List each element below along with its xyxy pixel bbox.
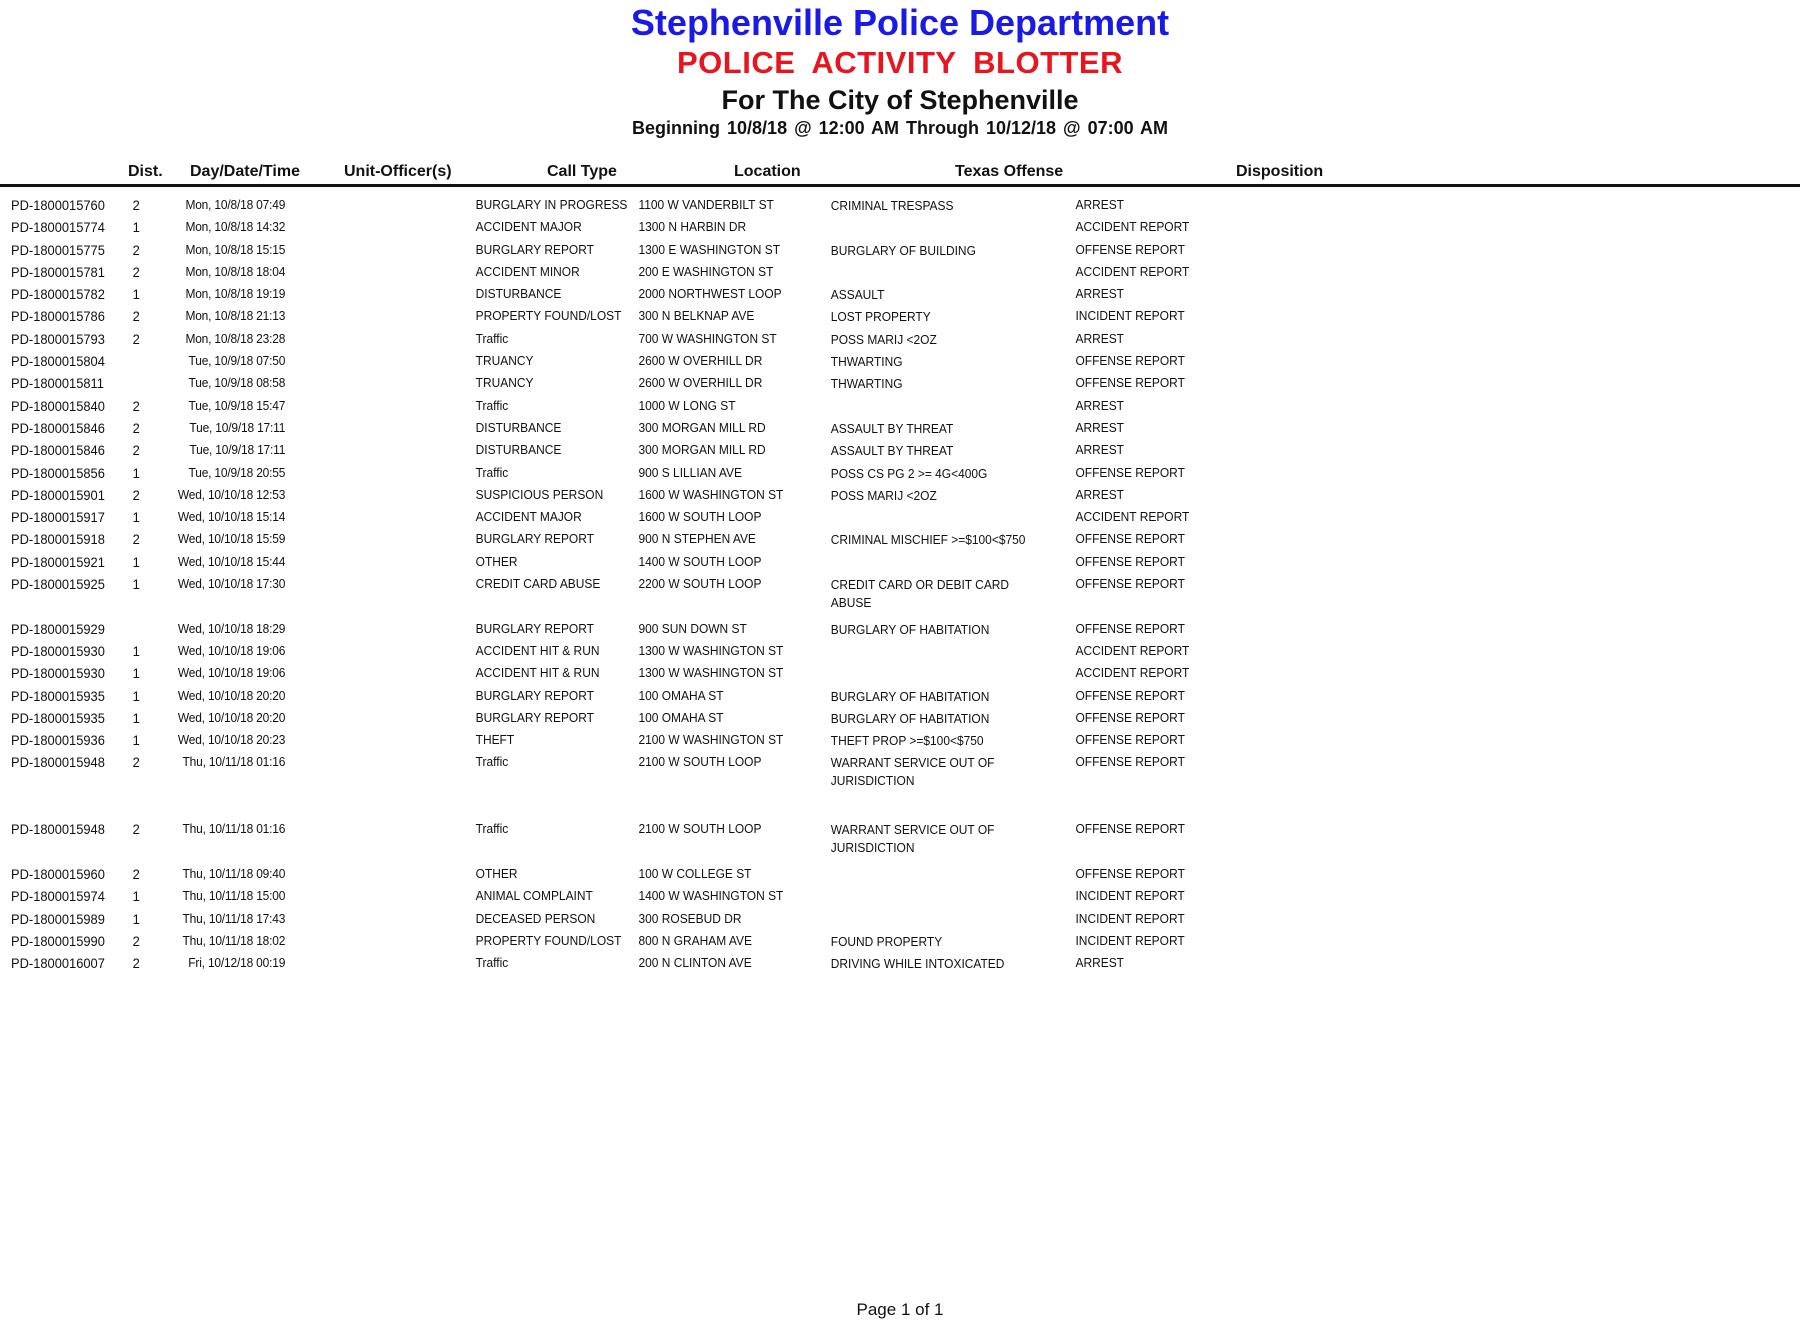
disposition-cell: OFFENSE REPORT [1075,709,1185,725]
table-row [0,486,1800,508]
table-row [0,731,1800,753]
table-row [0,307,1800,329]
incident-number-cell: PD-1800015846 [11,442,105,459]
blotter-title: POLICE ACTIVITY BLOTTER [676,45,1123,80]
location-cell: 2600 W OVERHILL DR [638,375,763,391]
incident-number-cell: PD-1800015775 [11,241,105,258]
date-time-cell: Wed, 10/10/18 15:44 [177,553,286,569]
call-type-cell: PROPERTY FOUND/LOST [475,932,622,948]
disposition-cell: OFFENSE REPORT [1075,464,1185,480]
disposition-cell: ARREST [1075,442,1124,458]
date-time-cell: Tue, 10/9/18 08:58 [188,375,286,391]
blotter-table [0,196,1800,976]
location-cell: 2100 W SOUTH LOOP [638,754,762,770]
location-cell: 1600 W SOUTH LOOP [638,509,762,525]
table-row [0,575,1800,611]
call-type-cell: OTHER [475,553,518,569]
call-type-cell: Traffic [475,754,509,770]
column-header-dist: Dist. [128,163,163,180]
disposition-cell: ARREST [1075,197,1124,212]
location-cell: 100 OMAHA ST [638,687,724,703]
location-cell: 100 OMAHA ST [638,709,724,725]
call-type-cell: ACCIDENT HIT & RUN [475,665,600,681]
disposition-cell: ACCIDENT REPORT [1075,219,1190,235]
disposition-cell: ACCIDENT REPORT [1075,263,1190,279]
texas-offense-cell: THWARTING [830,354,903,370]
disposition-cell: INCIDENT REPORT [1075,308,1185,324]
table-row [0,196,1800,218]
incident-number-cell: PD-1800015901 [11,486,105,503]
disposition-cell: ARREST [1075,486,1124,502]
call-type-cell: THEFT [475,732,515,748]
location-cell: 900 SUN DOWN ST [638,620,747,636]
table-row [0,820,1800,865]
incident-number-cell: PD-1800015936 [11,732,105,749]
call-type-cell: Traffic [475,464,509,480]
location-cell: 200 N CLINTON AVE [638,955,752,971]
call-type-cell: ACCIDENT MAJOR [475,509,582,525]
incident-number-cell: PD-1800015782 [11,286,105,303]
date-time-cell: Wed, 10/10/18 15:14 [177,509,286,525]
city-subtitle: For The City of Stephenville [721,85,1079,115]
column-header-unit: Unit-Officer(s) [344,163,452,180]
table-row [0,553,1800,575]
district-cell: 2 [132,263,140,280]
date-time-cell: Wed, 10/10/18 15:59 [177,531,286,547]
district-cell: 1 [132,576,140,593]
district-cell: 1 [132,642,140,659]
incident-number-cell: PD-1800015793 [11,330,105,347]
call-type-cell: BURGLARY IN PROGRESS [475,197,628,212]
district-cell: 1 [132,665,140,682]
table-row [0,642,1800,664]
page-number: Page 1 of 1 [856,1300,944,1319]
table-row [0,932,1800,954]
date-time-cell: Fri, 10/12/18 00:19 [188,955,286,971]
incident-number-cell: PD-1800015804 [11,353,105,370]
location-cell: 1300 W WASHINGTON ST [638,665,784,681]
header-rule [0,184,1800,187]
incident-number-cell: PD-1800015760 [11,197,105,213]
column-header-location: Location [734,163,801,180]
call-type-cell: DISTURBANCE [475,419,562,435]
incident-number-cell: PD-1800016007 [11,955,105,972]
texas-offense-cell: POSS MARIJ <2OZ [830,487,937,503]
texas-offense-cell: CRIMINAL TRESPASS [830,198,954,213]
call-type-cell: DECEASED PERSON [475,910,596,926]
date-time-cell: Thu, 10/11/18 17:43 [182,910,286,926]
location-cell: 100 W COLLEGE ST [638,865,752,881]
incident-number-cell: PD-1800015918 [11,531,105,548]
table-row [0,620,1800,642]
texas-offense-cell: ASSAULT BY THREAT [830,443,954,459]
district-cell: 1 [132,464,140,481]
location-cell: 300 MORGAN MILL RD [638,442,766,458]
incident-number-cell: PD-1800015948 [11,754,105,771]
incident-number-cell: PD-1800015929 [11,620,105,637]
date-time-cell: Tue, 10/9/18 15:47 [188,397,286,413]
disposition-cell: OFFENSE REPORT [1075,375,1185,391]
incident-number-cell: PD-1800015840 [11,397,105,414]
department-title: Stephenville Police Department [630,2,1170,43]
texas-offense-cell: LOST PROPERTY [830,309,931,325]
location-cell: 1300 E WASHINGTON ST [638,241,781,257]
district-cell: 2 [132,531,140,548]
table-row [0,664,1800,686]
district-cell: 2 [132,442,140,459]
district-cell: 2 [132,932,140,949]
disposition-cell: OFFENSE REPORT [1075,687,1185,703]
district-cell: 1 [132,709,140,726]
location-cell: 2100 W WASHINGTON ST [638,732,784,748]
disposition-cell: ARREST [1075,286,1124,302]
district-cell: 2 [132,486,140,503]
column-header-offense: Texas Offense [955,163,1064,180]
location-cell: 700 W WASHINGTON ST [638,330,777,346]
location-cell: 1600 W WASHINGTON ST [638,486,784,502]
district-cell: 2 [132,865,140,882]
location-cell: 1400 W SOUTH LOOP [638,553,762,569]
row-spacer [0,597,1800,619]
disposition-cell: OFFENSE REPORT [1075,865,1185,881]
table-row [0,374,1800,396]
incident-number-cell: PD-1800015930 [11,665,105,682]
call-type-cell: DISTURBANCE [475,442,562,458]
table-row [0,530,1800,552]
district-cell: 2 [132,308,140,325]
date-time-cell: Thu, 10/11/18 09:40 [182,865,286,881]
date-time-cell: Tue, 10/9/18 17:11 [189,419,286,435]
district-cell: 1 [132,888,140,905]
texas-offense-cell: BURGLARY OF HABITATION [830,621,990,637]
texas-offense-cell: WARRANT SERVICE OUT OF JURISDICTION [830,755,995,789]
date-time-cell: Thu, 10/11/18 15:00 [182,888,286,904]
district-cell: 1 [132,553,140,570]
texas-offense-cell: ASSAULT BY THREAT [830,420,954,436]
table-row [0,241,1800,263]
incident-number-cell: PD-1800015989 [11,910,105,927]
location-cell: 200 E WASHINGTON ST [638,263,774,279]
incident-number-cell: PD-1800015856 [11,464,105,481]
table-row [0,709,1800,731]
district-cell: 2 [132,397,140,414]
date-time-cell: Thu, 10/11/18 01:16 [182,821,286,837]
district-cell: 2 [132,821,140,838]
incident-number-cell: PD-1800015811 [11,375,104,392]
district-cell: 1 [132,219,140,236]
row-spacer [0,798,1800,820]
disposition-cell: INCIDENT REPORT [1075,910,1185,926]
call-type-cell: DISTURBANCE [475,286,562,302]
date-time-cell: Wed, 10/10/18 20:20 [177,709,286,725]
table-row [0,954,1800,976]
incident-number-cell: PD-1800015786 [11,308,105,325]
call-type-cell: TRUANCY [475,375,534,391]
district-cell: 2 [132,241,140,258]
texas-offense-cell: THWARTING [830,376,903,392]
date-time-cell: Wed, 10/10/18 20:20 [177,687,286,703]
disposition-cell: INCIDENT REPORT [1075,888,1185,904]
incident-number-cell: PD-1800015930 [11,642,105,659]
table-row [0,218,1800,240]
call-type-cell: ANIMAL COMPLAINT [475,888,593,904]
texas-offense-cell: WARRANT SERVICE OUT OF JURISDICTION [830,822,995,856]
disposition-cell: OFFENSE REPORT [1075,353,1185,369]
date-time-cell: Wed, 10/10/18 20:23 [177,732,286,748]
texas-offense-cell: POSS CS PG 2 >= 4G<400G [830,465,988,481]
disposition-cell: ARREST [1075,330,1124,346]
disposition-cell: OFFENSE REPORT [1075,553,1185,569]
column-header-disposition: Disposition [1236,163,1324,180]
call-type-cell: SUSPICIOUS PERSON [475,486,604,502]
district-cell: 2 [132,330,140,347]
disposition-cell: OFFENSE REPORT [1075,531,1185,547]
call-type-cell: Traffic [475,955,509,971]
table-row [0,887,1800,909]
location-cell: 300 ROSEBUD DR [638,910,742,926]
disposition-cell: ACCIDENT REPORT [1075,665,1190,681]
location-cell: 2200 W SOUTH LOOP [638,576,762,592]
texas-offense-cell: FOUND PROPERTY [830,933,943,949]
district-cell: 1 [132,509,140,526]
district-cell: 2 [132,955,140,972]
column-header-call-type: Call Type [547,163,617,180]
table-row [0,910,1800,932]
incident-number-cell: PD-1800015917 [11,509,105,526]
date-time-cell: Tue, 10/9/18 17:11 [189,442,286,458]
district-cell: 2 [132,419,140,436]
date-time-cell: Mon, 10/8/18 19:19 [185,286,286,302]
disposition-cell: OFFENSE REPORT [1075,821,1185,837]
texas-offense-cell: CRIMINAL MISCHIEF >=$100<$750 [830,532,1026,548]
column-header-datetime: Day/Date/Time [190,163,300,180]
call-type-cell: BURGLARY REPORT [475,620,594,636]
table-row [0,464,1800,486]
texas-offense-cell: BURGLARY OF HABITATION [830,710,990,726]
call-type-cell: ACCIDENT MAJOR [475,219,582,235]
incident-number-cell: PD-1800015846 [11,419,105,436]
district-cell: 2 [132,754,140,771]
location-cell: 2000 NORTHWEST LOOP [638,286,782,302]
location-cell: 900 S LILLIAN AVE [638,464,742,480]
texas-offense-cell: BURGLARY OF BUILDING [830,242,976,258]
table-row [0,330,1800,352]
incident-number-cell: PD-1800015974 [11,888,105,905]
date-time-cell: Mon, 10/8/18 21:13 [185,308,286,324]
district-cell: 1 [132,910,140,927]
date-time-cell: Wed, 10/10/18 18:29 [177,620,286,636]
disposition-cell: ARREST [1075,397,1124,413]
call-type-cell: BURGLARY REPORT [475,709,594,725]
date-time-cell: Tue, 10/9/18 07:50 [188,353,286,369]
location-cell: 2100 W SOUTH LOOP [638,821,762,837]
date-time-cell: Mon, 10/8/18 15:15 [185,241,286,257]
location-cell: 1300 N HARBIN DR [638,219,747,235]
incident-number-cell: PD-1800015935 [11,687,105,704]
texas-offense-cell: CREDIT CARD OR DEBIT CARD ABUSE [830,577,1010,611]
incident-number-cell: PD-1800015925 [11,576,105,593]
call-type-cell: BURGLARY REPORT [475,687,594,703]
location-cell: 900 N STEPHEN AVE [638,531,756,547]
disposition-cell: OFFENSE REPORT [1075,620,1185,636]
location-cell: 1100 W VANDERBILT ST [638,197,774,212]
call-type-cell: BURGLARY REPORT [475,531,594,547]
incident-number-cell: PD-1800015948 [11,821,105,838]
location-cell: 300 N BELKNAP AVE [638,308,755,324]
call-type-cell: OTHER [475,865,518,881]
table-row [0,508,1800,530]
table-row [0,352,1800,374]
disposition-cell: ACCIDENT REPORT [1075,509,1190,525]
incident-number-cell: PD-1800015774 [11,219,105,236]
district-cell: 1 [132,286,140,303]
table-row [0,753,1800,798]
disposition-cell: OFFENSE REPORT [1075,754,1185,770]
disposition-cell: ACCIDENT REPORT [1075,642,1190,658]
date-time-cell: Thu, 10/11/18 01:16 [182,754,286,770]
table-row [0,865,1800,887]
call-type-cell: Traffic [475,330,509,346]
call-type-cell: ACCIDENT HIT & RUN [475,642,600,658]
disposition-cell: OFFENSE REPORT [1075,732,1185,748]
location-cell: 1400 W WASHINGTON ST [638,888,784,904]
disposition-cell: OFFENSE REPORT [1075,576,1185,592]
table-row [0,687,1800,709]
call-type-cell: ACCIDENT MINOR [475,263,580,279]
incident-number-cell: PD-1800015960 [11,865,105,882]
disposition-cell: ARREST [1075,955,1124,971]
disposition-cell: INCIDENT REPORT [1075,932,1185,948]
incident-number-cell: PD-1800015990 [11,932,105,949]
date-time-cell: Wed, 10/10/18 12:53 [177,486,286,502]
disposition-cell: OFFENSE REPORT [1075,241,1185,257]
texas-offense-cell: POSS MARIJ <2OZ [830,331,937,347]
location-cell: 800 N GRAHAM AVE [638,932,752,948]
date-time-cell: Wed, 10/10/18 19:06 [177,642,286,658]
incident-number-cell: PD-1800015935 [11,709,105,726]
texas-offense-cell: DRIVING WHILE INTOXICATED [830,956,1005,972]
texas-offense-cell: BURGLARY OF HABITATION [830,688,990,704]
date-time-cell: Mon, 10/8/18 23:28 [185,330,286,346]
table-row [0,419,1800,441]
location-cell: 1300 W WASHINGTON ST [638,642,784,658]
location-cell: 2600 W OVERHILL DR [638,353,763,369]
table-row [0,441,1800,463]
call-type-cell: BURGLARY REPORT [475,241,594,257]
date-time-cell: Wed, 10/10/18 19:06 [177,665,286,681]
call-type-cell: PROPERTY FOUND/LOST [475,308,622,324]
table-row [0,397,1800,419]
district-cell: 1 [132,732,140,749]
location-cell: 300 MORGAN MILL RD [638,419,766,435]
call-type-cell: Traffic [475,821,509,837]
call-type-cell: CREDIT CARD ABUSE [475,576,601,592]
call-type-cell: Traffic [475,397,509,413]
date-time-cell: Mon, 10/8/18 14:32 [185,219,286,235]
location-cell: 1000 W LONG ST [638,397,736,413]
district-cell: 2 [132,197,140,213]
incident-number-cell: PD-1800015781 [11,263,105,280]
date-time-cell: Mon, 10/8/18 18:04 [185,263,286,279]
date-time-cell: Mon, 10/8/18 07:49 [185,197,286,212]
district-cell: 1 [132,687,140,704]
date-range: Beginning 10/8/18 @ 12:00 AM Through 10/12/18 @ 07:00 AM [632,118,1168,138]
date-time-cell: Wed, 10/10/18 17:30 [177,576,286,592]
call-type-cell: TRUANCY [475,353,534,369]
incident-number-cell: PD-1800015921 [11,553,105,570]
table-row [0,263,1800,285]
texas-offense-cell: THEFT PROP >=$100<$750 [830,733,984,749]
date-time-cell: Tue, 10/9/18 20:55 [188,464,286,480]
texas-offense-cell: ASSAULT [830,287,885,303]
table-row [0,285,1800,307]
disposition-cell: ARREST [1075,419,1124,435]
date-time-cell: Thu, 10/11/18 18:02 [182,932,286,948]
